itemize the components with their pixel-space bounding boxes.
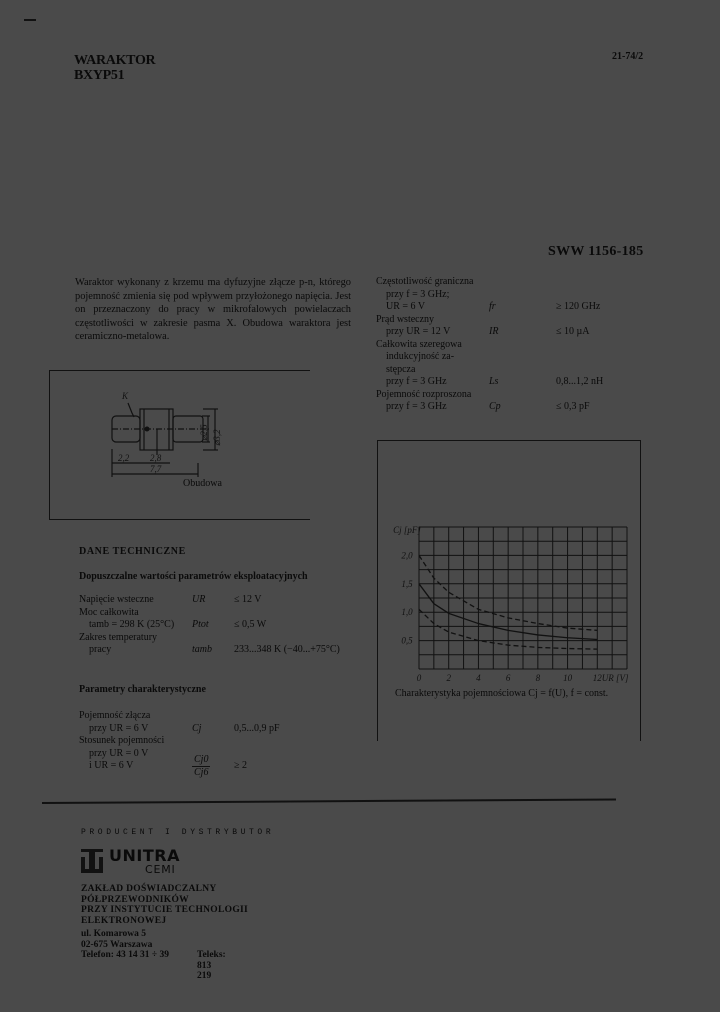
param-row xyxy=(79,594,339,607)
param-value: ≤ 0,5 W xyxy=(234,619,267,630)
ratio-numerator: Cj0 xyxy=(194,754,209,765)
param-row xyxy=(376,326,666,339)
param-label: przy UR = 12 V xyxy=(386,326,451,337)
org-line: ZAKŁAD DOŚWIADCZALNY xyxy=(81,884,217,894)
param-label: Moc całkowita xyxy=(79,606,139,618)
param-symbol: Ls xyxy=(489,376,499,387)
param-symbol: tamb xyxy=(192,644,212,655)
svg-text:K: K xyxy=(122,391,129,401)
param-row xyxy=(376,389,666,402)
param-label: stępcza xyxy=(386,363,416,375)
param-label: UR = 6 V xyxy=(386,301,426,312)
param-row xyxy=(376,364,666,377)
section-heading-technical-data: DANE TECHNICZNE xyxy=(79,546,186,557)
ratio-denominator: Cj6 xyxy=(194,767,209,778)
param-row xyxy=(376,376,666,389)
param-symbol: Ptot xyxy=(192,619,209,630)
city: 02-675 Warszawa xyxy=(81,939,153,950)
param-label: Napięcie wsteczne xyxy=(79,594,154,605)
svg-text:0,5: 0,5 xyxy=(401,635,413,646)
corner-mark xyxy=(24,19,36,21)
svg-text:⌀3,2: ⌀3,2 xyxy=(212,429,222,446)
param-label: Prąd wsteczny xyxy=(376,313,435,325)
limits-table xyxy=(79,594,339,657)
svg-text:UR [V]: UR [V] xyxy=(601,673,629,683)
param-value: 233...348 K (−40...+75°C) xyxy=(234,644,340,655)
param-row xyxy=(376,301,666,314)
svg-text:⌀2,5: ⌀2,5 xyxy=(199,424,209,441)
svg-text:0: 0 xyxy=(416,673,422,683)
subheading-limits: Dopuszczalne wartości parametrów eksploatacyjnych xyxy=(79,571,308,582)
param-symbol: UR xyxy=(192,594,206,605)
producer-label: PRODUCENT I DYSTRYBUTOR xyxy=(81,828,275,837)
telex: Teleks: 813 219 xyxy=(197,950,226,981)
param-label: przy UR = 6 V xyxy=(89,722,149,734)
param-label: Całkowita szeregowa xyxy=(376,338,462,350)
intro-paragraph: Waraktor wykonany z krzemu ma dyfuzyjne złącze p-n, którego pojemność zmienia się pod wpływem przyłożonego napięcia. Jest on przeznaczony do pracy w mikrofalowych powielaczach częstotliwości w zakresie pasma X. Obudowa waraktora jest ceramiczno-metalowa. xyxy=(75,277,351,342)
svg-text:4: 4 xyxy=(476,673,481,683)
param-value: ≤ 10 µA xyxy=(556,326,590,337)
standard-number: SWW 1156-185 xyxy=(548,244,644,259)
brand-subname: CEMI xyxy=(145,863,176,876)
param-row xyxy=(376,401,666,414)
param-label: przy f = 3 GHz xyxy=(386,401,447,412)
electrical-parameters xyxy=(376,276,666,414)
param-row xyxy=(79,607,339,620)
param-row xyxy=(79,735,339,748)
svg-text:7,7: 7,7 xyxy=(150,464,162,474)
param-symbol: Cp xyxy=(489,401,501,412)
svg-text:1,0: 1,0 xyxy=(401,607,413,618)
svg-text:2,0: 2,0 xyxy=(401,550,413,561)
param-value: ≥ 2 xyxy=(234,760,247,771)
org-line: ELEKTRONOWEJ xyxy=(81,915,167,926)
param-row xyxy=(376,314,666,327)
param-label: przy f = 3 GHz; xyxy=(386,288,450,300)
street: ul. Komarowa 5 xyxy=(81,929,147,939)
svg-text:2,2: 2,2 xyxy=(118,453,130,463)
param-label: Zakres temperatury xyxy=(79,631,158,643)
param-row xyxy=(79,710,339,723)
address-block xyxy=(81,929,226,981)
param-value: ≥ 120 GHz xyxy=(556,301,601,312)
organization-name xyxy=(81,884,248,926)
param-row xyxy=(79,619,339,632)
param-value: ≤ 12 V xyxy=(234,594,262,605)
param-symbol: IR xyxy=(489,326,499,337)
param-label: przy f = 3 GHz xyxy=(386,376,447,387)
param-label: Częstotliwość graniczna xyxy=(376,276,474,287)
chart-caption: Charakterystyka pojemnościowa Cj = f(U), f = const. xyxy=(395,688,609,699)
drawing-caption: Obudowa xyxy=(183,478,222,489)
param-label: i UR = 6 V xyxy=(89,760,134,771)
package-drawing-frame xyxy=(49,370,310,520)
org-line: PÓŁPRZEWODNIKÓW xyxy=(81,894,189,905)
svg-text:2: 2 xyxy=(446,673,451,683)
title-line-2: BXYP51 xyxy=(74,68,125,83)
svg-text:Cj [pF]: Cj [pF] xyxy=(393,525,421,535)
subheading-characteristics: Parametry charakterystyczne xyxy=(79,684,206,695)
param-symbol: Cj xyxy=(192,722,202,734)
param-row xyxy=(79,723,339,736)
param-label: indukcyjność za- xyxy=(386,351,455,362)
characteristics-table xyxy=(79,710,339,778)
document-number: 21-74/2 xyxy=(612,51,644,62)
document-title xyxy=(74,53,155,83)
param-row xyxy=(79,644,339,657)
divider-line xyxy=(42,798,616,804)
param-value: 0,8...1,2 nH xyxy=(556,376,604,387)
param-label: Pojemność rozproszona xyxy=(376,388,472,400)
param-row xyxy=(376,351,666,364)
param-label: Pojemność złącza xyxy=(79,710,151,721)
org-line: PRZY INSTYTUCIE TECHNOLOGII xyxy=(81,905,248,915)
title-line-1: WARAKTOR xyxy=(74,53,156,68)
param-label: Stosunek pojemności xyxy=(79,735,165,746)
brand-name: UNITRA xyxy=(109,846,180,865)
param-row xyxy=(376,276,666,289)
param-label: przy UR = 0 V xyxy=(89,747,149,759)
param-row xyxy=(79,632,339,645)
param-label: pracy xyxy=(89,644,112,655)
param-label: tamb = 298 K (25°C) xyxy=(89,619,175,630)
svg-text:1,5: 1,5 xyxy=(401,578,413,589)
package-drawing xyxy=(50,371,312,521)
param-value: 0,5...0,9 pF xyxy=(234,722,280,734)
param-row xyxy=(376,289,666,302)
svg-text:10: 10 xyxy=(563,673,573,683)
svg-text:6: 6 xyxy=(505,673,511,683)
unitra-logo-icon xyxy=(81,849,103,873)
svg-text:12: 12 xyxy=(592,673,602,683)
phone: Telefon: 43 14 31 ÷ 39 xyxy=(81,950,169,960)
svg-text:8: 8 xyxy=(535,673,541,683)
param-row xyxy=(79,754,339,778)
capacitance-ratio xyxy=(192,754,210,779)
param-value: ≤ 0,3 pF xyxy=(556,401,590,412)
param-row xyxy=(376,339,666,352)
param-symbol: fr xyxy=(489,301,496,312)
svg-text:2,8: 2,8 xyxy=(150,453,162,463)
